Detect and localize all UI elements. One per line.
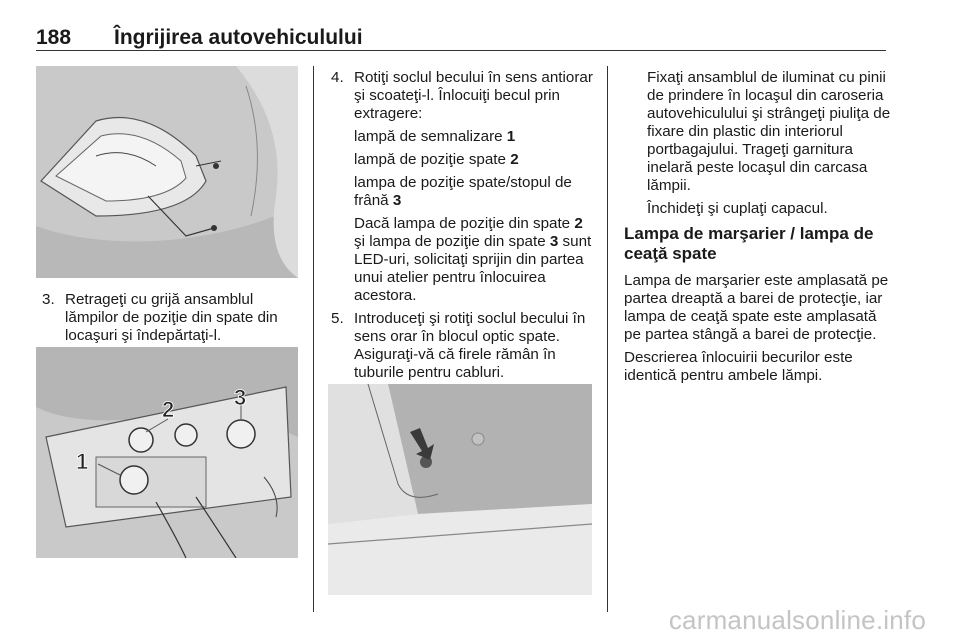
figure-tail-lamp-removed xyxy=(36,66,298,278)
callout-3: 3 xyxy=(234,385,247,410)
page-number: 188 xyxy=(36,26,72,49)
callout-1: 1 xyxy=(76,449,89,474)
step-3 xyxy=(42,291,292,345)
bulb-item-2-label: lampă de poziţie spate xyxy=(354,151,511,168)
column-1-text xyxy=(42,291,292,345)
column-3-text xyxy=(624,69,894,390)
bulb-item-3-label: lampa de poziţie spate/stopul de frână xyxy=(354,174,572,209)
bulb-item-1-number: 1 xyxy=(506,128,516,145)
step-5 xyxy=(331,310,593,382)
header-rule xyxy=(36,50,886,51)
column-divider-2 xyxy=(607,66,608,612)
figure-boot-fastening xyxy=(328,384,592,595)
step-3-number: 3. xyxy=(42,291,55,308)
step-5-text: Introduceţi şi rotiţi soclul becului în sens orar în blocul optic spate. Asiguraţi-vă că firele rămân în tuburile pentru cabluri. xyxy=(354,310,586,381)
watermark: carmanualsonline.info xyxy=(668,605,926,635)
step-4-text: Rotiţi soclul becului în sens antiorar şi scoateţi-l. Înlocuiţi becul prin extragere: xyxy=(354,69,593,122)
step-3-text: Retrageţi cu grijă ansamblul lămpilor de poziţie din spate din locaşuri şi îndepărtaţi-l. xyxy=(65,291,278,344)
step-4-number: 4. xyxy=(331,69,344,86)
bulb-item-3-number: 3 xyxy=(392,192,402,209)
led-note-a: Dacă lampa de poziţie din spate xyxy=(354,215,575,232)
section-paragraph-2: Descrierea înlocuirii becurilor este identică pentru ambele lămpi. xyxy=(624,349,853,384)
bulb-item-1 xyxy=(354,128,593,146)
bulb-item-2-number: 2 xyxy=(510,151,519,168)
column-2-text xyxy=(331,69,593,387)
close-instructions: Închideţi şi cuplaţi capacul. xyxy=(647,200,828,217)
section-paragraph-1: Lampa de marşarier este amplasată pe partea dreaptă a barei de protecţie, iar lampa de ceaţă spate este amplasată pe partea stângă a barei de protecţie. xyxy=(624,272,889,343)
callout-2: 2 xyxy=(162,397,175,422)
page-title: Îngrijirea autovehiculului xyxy=(114,26,363,49)
section-heading: Lampa de marşarier / lampa de ceaţă spate xyxy=(624,224,874,263)
led-note-num-3: 3 xyxy=(549,233,559,250)
bulb-item-2 xyxy=(354,151,593,169)
bulb-item-1-label: lampă de semnalizare xyxy=(354,128,507,145)
led-note xyxy=(354,215,593,305)
fasten-instructions: Fixaţi ansamblul de iluminat cu pinii de prindere în locaşul din caroseria autovehiculului şi strângeţi piuliţa de fixare din plastic din interiorul portbagajului. Trageţi garnitura inelară peste locaşul din carcasa lămpii. xyxy=(647,69,891,194)
led-note-c: sunt LED-uri, solicitaţi sprijin din partea unui atelier pentru înlocuirea acestora. xyxy=(354,233,592,304)
bulb-item-3 xyxy=(354,174,593,210)
step-5-number: 5. xyxy=(331,310,344,327)
column-divider-1 xyxy=(313,66,314,612)
led-note-b: şi lampa de poziţie din spate xyxy=(354,233,550,250)
led-note-num-2: 2 xyxy=(574,215,583,232)
page-header xyxy=(36,26,363,50)
figure-bulb-sockets xyxy=(36,347,298,558)
step-4 xyxy=(331,69,593,305)
